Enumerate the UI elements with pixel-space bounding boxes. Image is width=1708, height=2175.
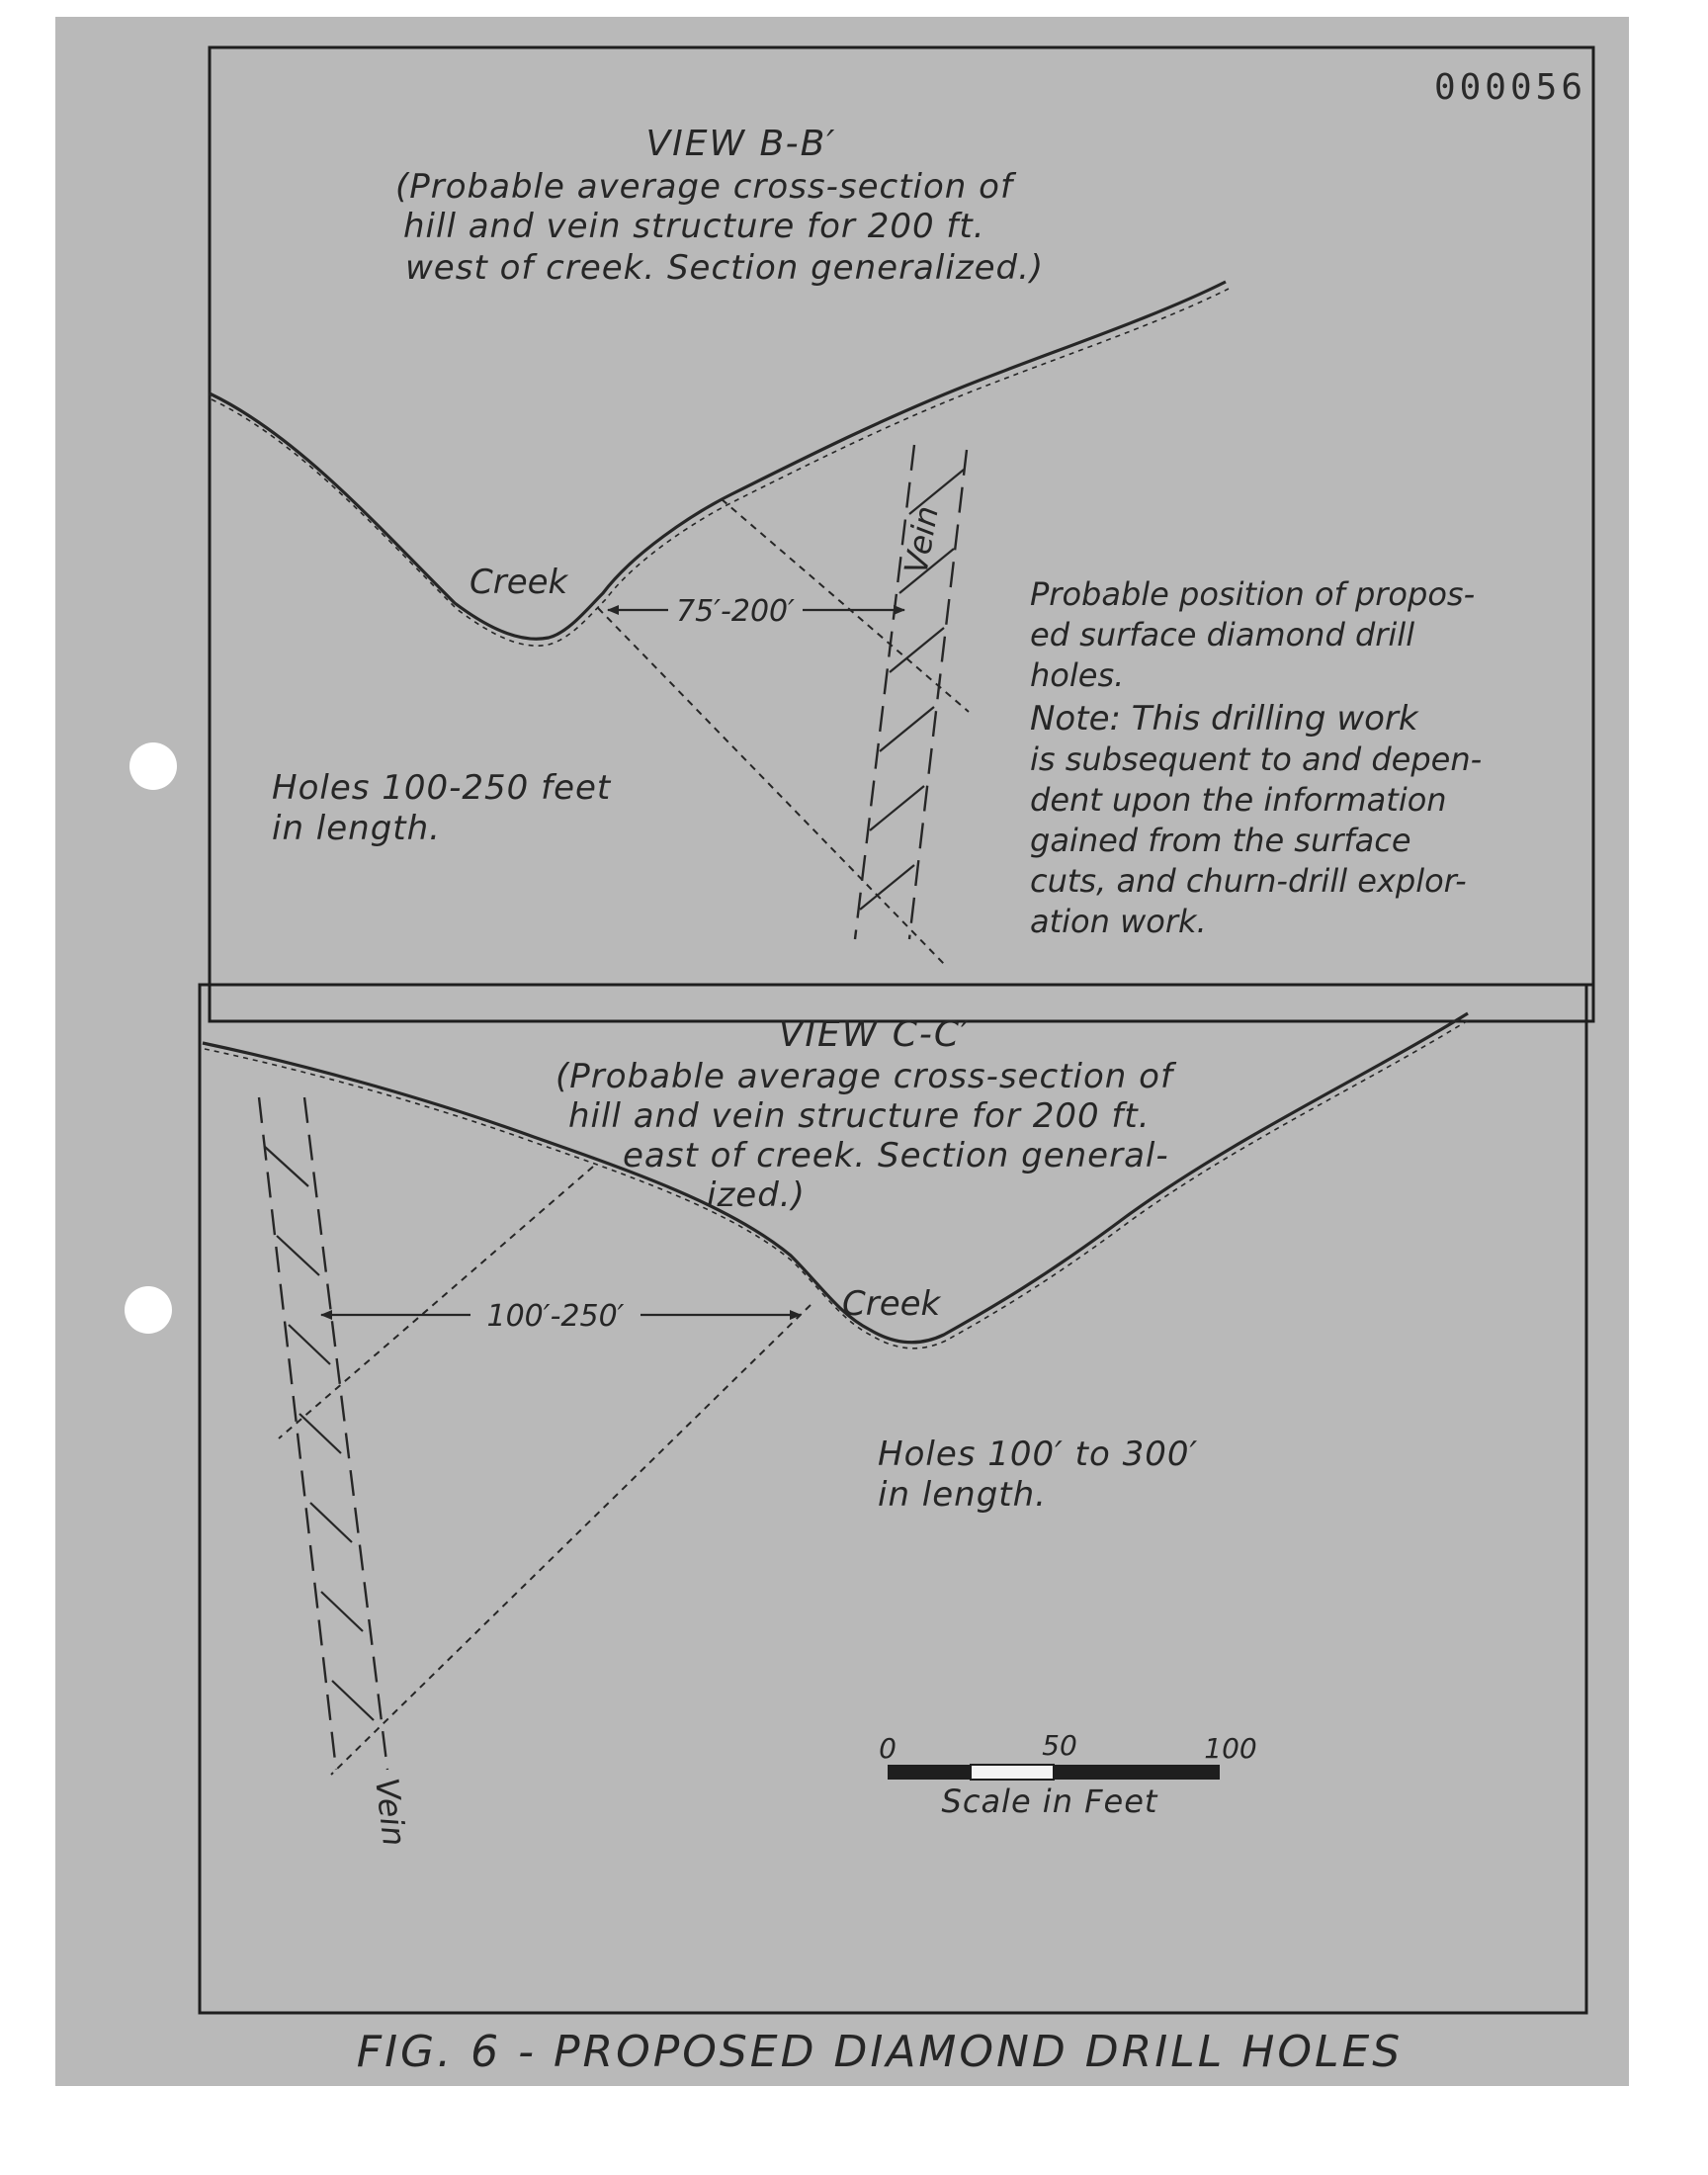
scale-segment-1 <box>888 1765 971 1780</box>
view-c-vein-label: Vein <box>368 1776 414 1849</box>
binder-hole-bottom <box>125 1286 172 1334</box>
view-c-vein-right-wall <box>304 1097 387 1770</box>
view-b-vein-label: Vein <box>897 502 946 577</box>
stamp-number: 000056 <box>1433 67 1586 108</box>
side-note-line-2: ed surface diamond drill <box>1030 616 1415 653</box>
view-b-caption-line-3: west of creek. Section generalized.) <box>405 248 1045 288</box>
view-c-caption-line-3: east of creek. Section general- <box>623 1136 1169 1175</box>
view-c-caption-line-2: hill and vein structure for 200 ft. <box>568 1096 1151 1136</box>
side-note-line-8: cuts, and churn-drill explor- <box>1030 862 1467 900</box>
side-note-line-9: ation work. <box>1030 903 1207 940</box>
view-b-b <box>210 124 1482 964</box>
view-c-title: VIEW C-C′ <box>778 1014 972 1055</box>
side-note-line-6: dent upon the information <box>1030 781 1447 819</box>
view-b-caption-line-2: hill and vein structure for 200 ft. <box>403 207 985 246</box>
view-c-holes-note-line-1: Holes 100′ to 300′ <box>878 1435 1199 1474</box>
view-b-holes-note-line-1: Holes 100-250 feet <box>272 768 612 808</box>
binder-hole-top <box>129 742 177 790</box>
view-b-caption-line-1: (Probable average cross-section of <box>395 167 1013 207</box>
view-c-holes-note-line-2: in length. <box>878 1475 1047 1515</box>
view-c-drill-hole-lower <box>331 1305 811 1775</box>
side-note-line-4: Note: This drilling work <box>1030 699 1418 739</box>
scale-tick-50: 50 <box>1042 1729 1077 1762</box>
scale-tick-0: 0 <box>879 1732 897 1765</box>
scale-bar <box>879 1729 1257 1820</box>
view-b-creek-label: Creek <box>470 563 568 602</box>
view-c-distance-label: 100′-250′ <box>486 1299 625 1334</box>
scale-segment-2 <box>971 1765 1054 1780</box>
view-b-holes-note-line-2: in length. <box>272 809 441 848</box>
view-c-caption-line-1: (Probable average cross-section of <box>555 1057 1173 1096</box>
view-b-drill-hole-lower <box>598 608 944 964</box>
view-c-creek-label: Creek <box>842 1284 941 1324</box>
view-b-distance-label: 75′-200′ <box>676 594 795 629</box>
scale-label: Scale in Feet <box>941 1783 1158 1820</box>
side-note-line-7: gained from the surface <box>1030 822 1411 859</box>
scale-segment-3 <box>1054 1765 1220 1780</box>
view-b-title: VIEW B-B′ <box>645 124 837 164</box>
view-c-c <box>203 1013 1470 1848</box>
side-note-line-5: is subsequent to and depen- <box>1030 740 1483 778</box>
view-c-vein-left-wall <box>259 1097 336 1770</box>
side-note-line-3: holes. <box>1030 656 1125 694</box>
view-b-side-note <box>1030 575 1482 940</box>
view-c-caption-line-4: ized.) <box>707 1175 806 1215</box>
side-note-line-1: Probable position of propos- <box>1030 575 1476 613</box>
view-c-vein-hatching <box>265 1147 374 1720</box>
figure-title: FIG. 6 - PROPOSED DIAMOND DRILL HOLES <box>356 2027 1404 2077</box>
scale-tick-100: 100 <box>1204 1732 1257 1765</box>
